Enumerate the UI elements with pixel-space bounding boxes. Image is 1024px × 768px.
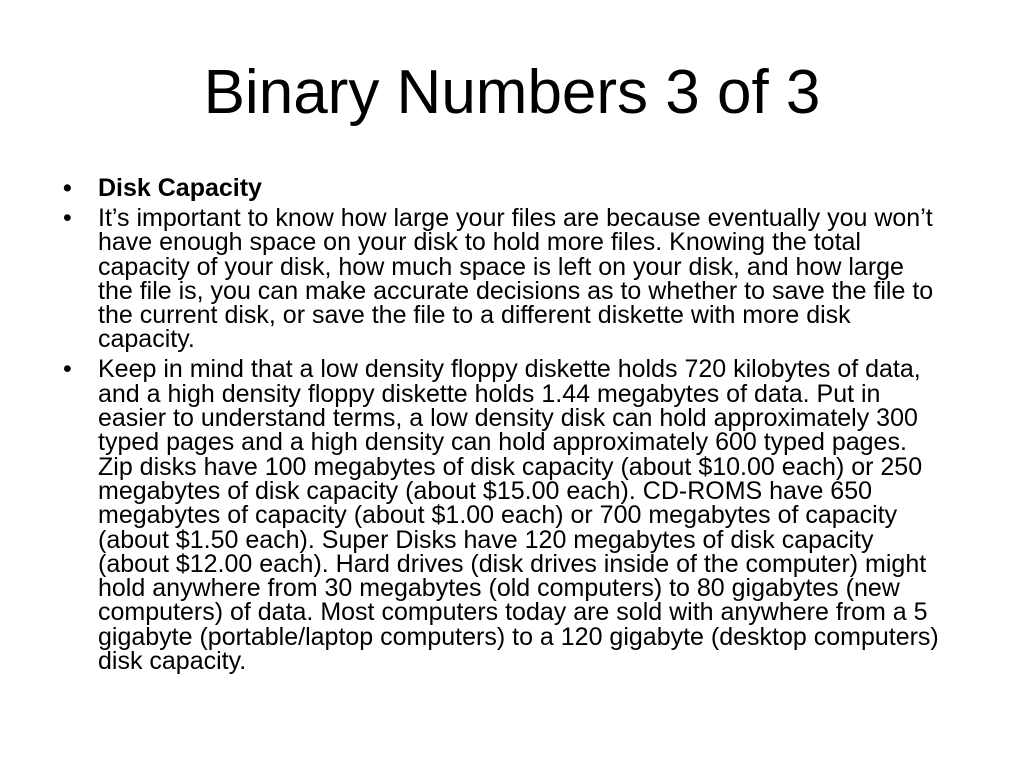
text-line: capacity of your disk, how much space is left on your disk, and how large bbox=[98, 252, 904, 281]
slide-body bbox=[63, 174, 1024, 676]
text-line: (about $1.50 each). Super Disks have 120 megabytes of disk capacity bbox=[98, 525, 874, 554]
text-line: capacity. bbox=[98, 325, 195, 354]
bullet-icon: • bbox=[63, 203, 72, 232]
text-line: Keep in mind that a low density floppy diskette holds 720 kilobytes of data, bbox=[98, 355, 921, 384]
text-line: hold anywhere from 30 megabytes (old computers) to 80 gigabytes (new bbox=[98, 574, 900, 603]
text-line: and a high density floppy diskette holds 1.44 megabytes of data. Put in bbox=[98, 379, 881, 408]
bullet-icon: • bbox=[63, 355, 72, 384]
bullet-item-media-capacities bbox=[63, 355, 1024, 676]
text-line: (about $12.00 each). Hard drives (disk drives inside of the computer) might bbox=[98, 549, 927, 578]
bullet-item-importance bbox=[63, 203, 1024, 354]
text-line: the file is, you can make accurate decisions as to whether to save the file to bbox=[98, 276, 934, 305]
bullet-icon: • bbox=[63, 174, 72, 202]
text-line: have enough space on your disk to hold more files. Knowing the total bbox=[98, 228, 861, 257]
text-line: easier to understand terms, a low density disk can hold approximately 300 bbox=[98, 404, 918, 433]
slide-title: Binary Numbers 3 of 3 bbox=[203, 58, 821, 127]
text-line: Disk Capacity bbox=[98, 174, 262, 202]
text-line: It’s important to know how large your files are because eventually you won’t bbox=[98, 203, 933, 232]
text-line: computers) of data. Most computers today are sold with anywhere from a 5 bbox=[98, 598, 928, 627]
bullet-text bbox=[98, 355, 1024, 676]
text-line: the current disk, or save the file to a different diskette with more disk bbox=[98, 301, 851, 330]
bullet-text bbox=[98, 176, 1024, 200]
bullet-item-disk-capacity bbox=[63, 176, 1024, 200]
text-line: typed pages and a high density can hold approximately 600 typed pages. bbox=[98, 428, 907, 457]
text-line: disk capacity. bbox=[98, 647, 247, 676]
text-line: megabytes of disk capacity (about $15.00 each). CD-ROMS have 650 bbox=[98, 476, 873, 505]
text-line: megabytes of capacity (about $1.00 each) or 700 megabytes of capacity bbox=[98, 501, 898, 530]
text-line: Zip disks have 100 megabytes of disk capacity (about $10.00 each) or 250 bbox=[98, 452, 923, 481]
text-line: gigabyte (portable/laptop computers) to a 120 gigabyte (desktop computers) bbox=[98, 622, 939, 651]
bullet-text bbox=[98, 203, 1024, 354]
